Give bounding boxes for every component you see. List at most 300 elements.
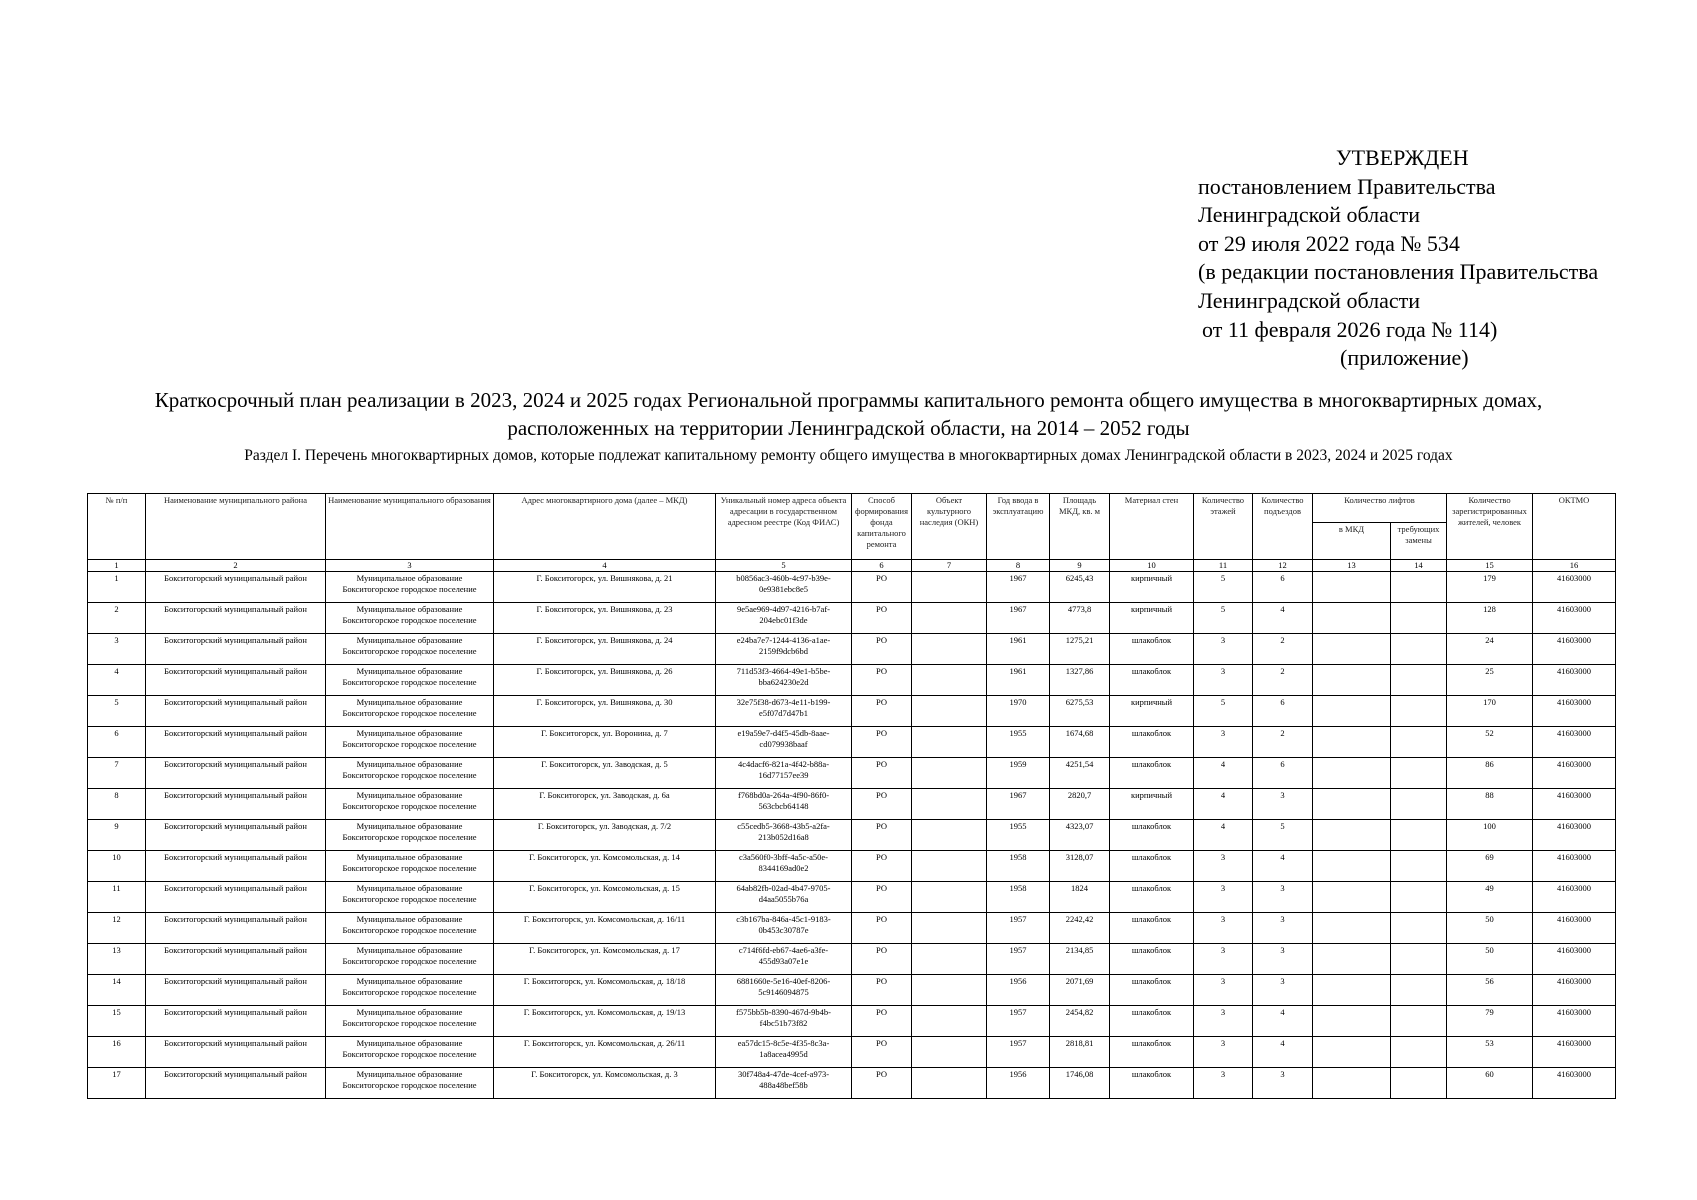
- header-num: № п/п: [88, 494, 146, 560]
- row-number: 15: [88, 1006, 146, 1037]
- oktmo-cell: 41603000: [1533, 975, 1616, 1006]
- fund-method-cell: РО: [852, 975, 912, 1006]
- wall-material-cell: кирпичный: [1110, 789, 1194, 820]
- floors-cell: 5: [1194, 696, 1253, 727]
- municipality-cell: Муниципальное образование Бокситогорское городское поселение: [326, 820, 494, 851]
- okn-cell: [912, 634, 987, 665]
- fund-method-cell: РО: [852, 820, 912, 851]
- table-row: [88, 665, 1616, 696]
- row-number: 4: [88, 665, 146, 696]
- header-district: Наименование муниципального района: [146, 494, 326, 560]
- address-cell: Г. Бокситогорск, ул. Вишнякова, д. 30: [494, 696, 716, 727]
- residents-cell: 49: [1447, 882, 1533, 913]
- area-cell: 2818,81: [1050, 1037, 1110, 1068]
- municipality-cell: Муниципальное образование Бокситогорское городское поселение: [326, 1068, 494, 1099]
- year-cell: 1967: [987, 603, 1050, 634]
- floors-cell: 3: [1194, 1037, 1253, 1068]
- entrances-cell: 2: [1253, 727, 1313, 758]
- lifts-cell: [1313, 820, 1391, 851]
- address-cell: Г. Бокситогорск, ул. Комсомольская, д. 17: [494, 944, 716, 975]
- okn-cell: [912, 975, 987, 1006]
- district-cell: Бокситогорский муниципальный район: [146, 634, 326, 665]
- header-fund: Способ формирования фонда капитального ремонта: [852, 494, 912, 560]
- residents-cell: 170: [1447, 696, 1533, 727]
- floors-cell: 3: [1194, 1068, 1253, 1099]
- lifts-cell: [1313, 603, 1391, 634]
- lifts-replace-cell: [1391, 975, 1447, 1006]
- district-cell: Бокситогорский муниципальный район: [146, 913, 326, 944]
- table-row: [88, 727, 1616, 758]
- residents-cell: 53: [1447, 1037, 1533, 1068]
- wall-material-cell: кирпичный: [1110, 603, 1194, 634]
- entrances-cell: 6: [1253, 696, 1313, 727]
- okn-cell: [912, 665, 987, 696]
- fias-code-cell: 32e75f38-d673-4e11-b199-e5f07d7d47b1: [716, 696, 852, 727]
- year-cell: 1958: [987, 882, 1050, 913]
- area-cell: 6275,53: [1050, 696, 1110, 727]
- oktmo-cell: 41603000: [1533, 944, 1616, 975]
- lifts-cell: [1313, 789, 1391, 820]
- lifts-replace-cell: [1391, 758, 1447, 789]
- floors-cell: 3: [1194, 665, 1253, 696]
- address-cell: Г. Бокситогорск, ул. Комсомольская, д. 14: [494, 851, 716, 882]
- entrances-cell: 6: [1253, 758, 1313, 789]
- row-number: 10: [88, 851, 146, 882]
- table-row: [88, 758, 1616, 789]
- entrances-cell: 4: [1253, 851, 1313, 882]
- residents-cell: 60: [1447, 1068, 1533, 1099]
- header-entrances: Количество подъездов: [1253, 494, 1313, 560]
- residents-cell: 50: [1447, 944, 1533, 975]
- residents-cell: 52: [1447, 727, 1533, 758]
- oktmo-cell: 41603000: [1533, 758, 1616, 789]
- municipality-cell: Муниципальное образование Бокситогорское городское поселение: [326, 696, 494, 727]
- lifts-replace-cell: [1391, 944, 1447, 975]
- lifts-cell: [1313, 851, 1391, 882]
- fias-code-cell: f575bb5b-8390-467d-9b4b-f4bc51b73f82: [716, 1006, 852, 1037]
- area-cell: 6245,43: [1050, 572, 1110, 603]
- lifts-replace-cell: [1391, 727, 1447, 758]
- municipality-cell: Муниципальное образование Бокситогорское городское поселение: [326, 913, 494, 944]
- residents-cell: 128: [1447, 603, 1533, 634]
- wall-material-cell: шлакоблок: [1110, 1068, 1194, 1099]
- document-title: [60, 386, 1637, 442]
- approval-block: [1198, 144, 1678, 373]
- entrances-cell: 3: [1253, 1068, 1313, 1099]
- row-number: 8: [88, 789, 146, 820]
- entrances-cell: 3: [1253, 789, 1313, 820]
- wall-material-cell: шлакоблок: [1110, 758, 1194, 789]
- header-fias: Уникальный номер адреса объекта адресации в государственном адресном реестре (Код ФИАС): [716, 494, 852, 560]
- residents-cell: 25: [1447, 665, 1533, 696]
- district-cell: Бокситогорский муниципальный район: [146, 882, 326, 913]
- year-cell: 1956: [987, 975, 1050, 1006]
- lifts-replace-cell: [1391, 572, 1447, 603]
- annex-label: (приложение): [1340, 345, 1469, 371]
- district-cell: Бокситогорский муниципальный район: [146, 851, 326, 882]
- floors-cell: 4: [1194, 820, 1253, 851]
- lifts-replace-cell: [1391, 665, 1447, 696]
- header-area: Площадь МКД, кв. м: [1050, 494, 1110, 560]
- municipality-cell: Муниципальное образование Бокситогорское городское поселение: [326, 634, 494, 665]
- table-row: [88, 913, 1616, 944]
- row-number: 9: [88, 820, 146, 851]
- wall-material-cell: шлакоблок: [1110, 820, 1194, 851]
- fund-method-cell: РО: [852, 944, 912, 975]
- fund-method-cell: РО: [852, 851, 912, 882]
- year-cell: 1957: [987, 944, 1050, 975]
- year-cell: 1955: [987, 820, 1050, 851]
- okn-cell: [912, 789, 987, 820]
- oktmo-cell: 41603000: [1533, 820, 1616, 851]
- floors-cell: 5: [1194, 572, 1253, 603]
- area-cell: 1674,68: [1050, 727, 1110, 758]
- district-cell: Бокситогорский муниципальный район: [146, 1068, 326, 1099]
- approval-stamp: УТВЕРЖДЕН: [1336, 145, 1469, 170]
- area-cell: 2134,85: [1050, 944, 1110, 975]
- row-number: 2: [88, 603, 146, 634]
- address-cell: Г. Бокситогорск, ул. Комсомольская, д. 26/11: [494, 1037, 716, 1068]
- year-cell: 1967: [987, 572, 1050, 603]
- okn-cell: [912, 696, 987, 727]
- houses-table: [87, 493, 1616, 1099]
- lifts-cell: [1313, 727, 1391, 758]
- address-cell: Г. Бокситогорск, ул. Комсомольская, д. 19/13: [494, 1006, 716, 1037]
- row-number: 3: [88, 634, 146, 665]
- fund-method-cell: РО: [852, 696, 912, 727]
- year-cell: 1959: [987, 758, 1050, 789]
- year-cell: 1957: [987, 913, 1050, 944]
- okn-cell: [912, 882, 987, 913]
- header-year: Год ввода в эксплуатацию: [987, 494, 1050, 560]
- area-cell: 1327,86: [1050, 665, 1110, 696]
- oktmo-cell: 41603000: [1533, 1037, 1616, 1068]
- district-cell: Бокситогорский муниципальный район: [146, 1037, 326, 1068]
- lifts-replace-cell: [1391, 820, 1447, 851]
- area-cell: 3128,07: [1050, 851, 1110, 882]
- entrances-cell: 3: [1253, 975, 1313, 1006]
- fund-method-cell: РО: [852, 913, 912, 944]
- lifts-cell: [1313, 1068, 1391, 1099]
- table-row: [88, 944, 1616, 975]
- oktmo-cell: 41603000: [1533, 603, 1616, 634]
- row-number: 7: [88, 758, 146, 789]
- header-floors: Количество этажей: [1194, 494, 1253, 560]
- area-cell: 2454,82: [1050, 1006, 1110, 1037]
- okn-cell: [912, 1037, 987, 1068]
- area-cell: 4773,8: [1050, 603, 1110, 634]
- entrances-cell: 4: [1253, 1037, 1313, 1068]
- lifts-cell: [1313, 1006, 1391, 1037]
- fund-method-cell: РО: [852, 603, 912, 634]
- district-cell: Бокситогорский муниципальный район: [146, 665, 326, 696]
- column-number: 4: [494, 560, 716, 572]
- entrances-cell: 2: [1253, 634, 1313, 665]
- oktmo-cell: 41603000: [1533, 1006, 1616, 1037]
- municipality-cell: Муниципальное образование Бокситогорское городское поселение: [326, 603, 494, 634]
- year-cell: 1958: [987, 851, 1050, 882]
- fund-method-cell: РО: [852, 665, 912, 696]
- municipality-cell: Муниципальное образование Бокситогорское городское поселение: [326, 882, 494, 913]
- okn-cell: [912, 727, 987, 758]
- oktmo-cell: 41603000: [1533, 882, 1616, 913]
- column-number: 9: [1050, 560, 1110, 572]
- residents-cell: 86: [1447, 758, 1533, 789]
- district-cell: Бокситогорский муниципальный район: [146, 603, 326, 634]
- fund-method-cell: РО: [852, 1068, 912, 1099]
- area-cell: 4323,07: [1050, 820, 1110, 851]
- address-cell: Г. Бокситогорск, ул. Комсомольская, д. 18/18: [494, 975, 716, 1006]
- fias-code-cell: b0856ac3-460b-4c97-b39e-0e9381ebc8e5: [716, 572, 852, 603]
- table-body: [88, 572, 1616, 1099]
- column-number: 1: [88, 560, 146, 572]
- address-cell: Г. Бокситогорск, ул. Вишнякова, д. 26: [494, 665, 716, 696]
- wall-material-cell: шлакоблок: [1110, 727, 1194, 758]
- column-number: 8: [987, 560, 1050, 572]
- fias-code-cell: c3a560f0-3bff-4a5c-a50e-8344169ad0e2: [716, 851, 852, 882]
- lifts-cell: [1313, 882, 1391, 913]
- area-cell: 1746,08: [1050, 1068, 1110, 1099]
- okn-cell: [912, 603, 987, 634]
- lifts-replace-cell: [1391, 696, 1447, 727]
- address-cell: Г. Бокситогорск, ул. Вишнякова, д. 23: [494, 603, 716, 634]
- fias-code-cell: 64ab82fb-02ad-4b47-9705-d4aa5055b76a: [716, 882, 852, 913]
- oktmo-cell: 41603000: [1533, 634, 1616, 665]
- wall-material-cell: шлакоблок: [1110, 665, 1194, 696]
- fias-code-cell: ea57dc15-8c5e-4f35-8c3a-1a8acea4995d: [716, 1037, 852, 1068]
- fund-method-cell: РО: [852, 882, 912, 913]
- okn-cell: [912, 1068, 987, 1099]
- row-number: 12: [88, 913, 146, 944]
- table-row: [88, 882, 1616, 913]
- floors-cell: 4: [1194, 758, 1253, 789]
- fund-method-cell: РО: [852, 1037, 912, 1068]
- okn-cell: [912, 913, 987, 944]
- column-number: 13: [1313, 560, 1391, 572]
- okn-cell: [912, 944, 987, 975]
- floors-cell: 3: [1194, 1006, 1253, 1037]
- okn-cell: [912, 758, 987, 789]
- lifts-replace-cell: [1391, 1037, 1447, 1068]
- residents-cell: 50: [1447, 913, 1533, 944]
- row-number: 11: [88, 882, 146, 913]
- area-cell: 4251,54: [1050, 758, 1110, 789]
- wall-material-cell: шлакоблок: [1110, 1037, 1194, 1068]
- wall-material-cell: кирпичный: [1110, 572, 1194, 603]
- lifts-cell: [1313, 758, 1391, 789]
- residents-cell: 69: [1447, 851, 1533, 882]
- wall-material-cell: кирпичный: [1110, 696, 1194, 727]
- lifts-replace-cell: [1391, 634, 1447, 665]
- lifts-cell: [1313, 572, 1391, 603]
- municipality-cell: Муниципальное образование Бокситогорское городское поселение: [326, 851, 494, 882]
- address-cell: Г. Бокситогорск, ул. Комсомольская, д. 3: [494, 1068, 716, 1099]
- table-row: [88, 1037, 1616, 1068]
- oktmo-cell: 41603000: [1533, 696, 1616, 727]
- municipality-cell: Муниципальное образование Бокситогорское городское поселение: [326, 975, 494, 1006]
- approval-line: Ленинградской области: [1198, 287, 1420, 313]
- oktmo-cell: 41603000: [1533, 1068, 1616, 1099]
- entrances-cell: 3: [1253, 882, 1313, 913]
- year-cell: 1956: [987, 1068, 1050, 1099]
- header-lifts-replace: требующих замены: [1391, 523, 1447, 560]
- oktmo-cell: 41603000: [1533, 789, 1616, 820]
- approval-line: Ленинградской области: [1198, 202, 1420, 228]
- lifts-replace-cell: [1391, 603, 1447, 634]
- oktmo-cell: 41603000: [1533, 665, 1616, 696]
- column-number: 11: [1194, 560, 1253, 572]
- table-row: [88, 603, 1616, 634]
- address-cell: Г. Бокситогорск, ул. Комсомольская, д. 15: [494, 882, 716, 913]
- address-cell: Г. Бокситогорск, ул. Заводская, д. 6а: [494, 789, 716, 820]
- year-cell: 1961: [987, 634, 1050, 665]
- fund-method-cell: РО: [852, 572, 912, 603]
- table-row: [88, 634, 1616, 665]
- address-cell: Г. Бокситогорск, ул. Воронина, д. 7: [494, 727, 716, 758]
- area-cell: 1824: [1050, 882, 1110, 913]
- year-cell: 1961: [987, 665, 1050, 696]
- fias-code-cell: 711d53f3-4664-49e1-b5be-bba624230e2d: [716, 665, 852, 696]
- fias-code-cell: f768bd0a-264a-4f90-86f0-563cbcb64148: [716, 789, 852, 820]
- row-number: 5: [88, 696, 146, 727]
- lifts-replace-cell: [1391, 882, 1447, 913]
- entrances-cell: 3: [1253, 944, 1313, 975]
- floors-cell: 3: [1194, 882, 1253, 913]
- year-cell: 1957: [987, 1006, 1050, 1037]
- wall-material-cell: шлакоблок: [1110, 913, 1194, 944]
- column-number: 16: [1533, 560, 1616, 572]
- fund-method-cell: РО: [852, 634, 912, 665]
- floors-cell: 3: [1194, 913, 1253, 944]
- municipality-cell: Муниципальное образование Бокситогорское городское поселение: [326, 665, 494, 696]
- column-number: 12: [1253, 560, 1313, 572]
- district-cell: Бокситогорский муниципальный район: [146, 944, 326, 975]
- residents-cell: 179: [1447, 572, 1533, 603]
- year-cell: 1967: [987, 789, 1050, 820]
- entrances-cell: 6: [1253, 572, 1313, 603]
- residents-cell: 24: [1447, 634, 1533, 665]
- row-number: 16: [88, 1037, 146, 1068]
- address-cell: Г. Бокситогорск, ул. Вишнякова, д. 21: [494, 572, 716, 603]
- approval-line: постановлением Правительства: [1198, 173, 1496, 199]
- header-address: Адрес многоквартирного дома (далее – МКД): [494, 494, 716, 560]
- approval-line: от 11 февраля 2026 года № 114): [1202, 316, 1498, 342]
- area-cell: 2071,69: [1050, 975, 1110, 1006]
- okn-cell: [912, 851, 987, 882]
- municipality-cell: Муниципальное образование Бокситогорское городское поселение: [326, 572, 494, 603]
- year-cell: 1957: [987, 1037, 1050, 1068]
- column-number: 10: [1110, 560, 1194, 572]
- lifts-replace-cell: [1391, 1068, 1447, 1099]
- floors-cell: 3: [1194, 851, 1253, 882]
- floors-cell: 3: [1194, 975, 1253, 1006]
- table-row: [88, 975, 1616, 1006]
- fund-method-cell: РО: [852, 789, 912, 820]
- address-cell: Г. Бокситогорск, ул. Заводская, д. 5: [494, 758, 716, 789]
- district-cell: Бокситогорский муниципальный район: [146, 975, 326, 1006]
- district-cell: Бокситогорский муниципальный район: [146, 696, 326, 727]
- address-cell: Г. Бокситогорск, ул. Вишнякова, д. 24: [494, 634, 716, 665]
- entrances-cell: 4: [1253, 1006, 1313, 1037]
- column-number: 2: [146, 560, 326, 572]
- oktmo-cell: 41603000: [1533, 851, 1616, 882]
- floors-cell: 3: [1194, 944, 1253, 975]
- floors-cell: 5: [1194, 603, 1253, 634]
- column-number: 7: [912, 560, 987, 572]
- floors-cell: 4: [1194, 789, 1253, 820]
- row-number: 13: [88, 944, 146, 975]
- row-number: 17: [88, 1068, 146, 1099]
- header-residents: Количество зарегистрированных жителей, человек: [1447, 494, 1533, 560]
- area-cell: 2820,7: [1050, 789, 1110, 820]
- row-number: 6: [88, 727, 146, 758]
- fias-code-cell: c714f6fd-eb67-4ae6-a3fe-455d93a07e1e: [716, 944, 852, 975]
- address-cell: Г. Бокситогорск, ул. Комсомольская, д. 16/11: [494, 913, 716, 944]
- header-municipality: Наименование муниципального образования: [326, 494, 494, 560]
- table-row: [88, 820, 1616, 851]
- approval-line: от 29 июля 2022 года № 534: [1198, 230, 1460, 256]
- column-number: 15: [1447, 560, 1533, 572]
- entrances-cell: 2: [1253, 665, 1313, 696]
- fund-method-cell: РО: [852, 758, 912, 789]
- district-cell: Бокситогорский муниципальный район: [146, 572, 326, 603]
- oktmo-cell: 41603000: [1533, 913, 1616, 944]
- column-number: 6: [852, 560, 912, 572]
- lifts-cell: [1313, 634, 1391, 665]
- wall-material-cell: шлакоблок: [1110, 851, 1194, 882]
- entrances-cell: 4: [1253, 603, 1313, 634]
- fias-code-cell: c3b167ba-846a-45c1-9183-0b453c30787e: [716, 913, 852, 944]
- fund-method-cell: РО: [852, 1006, 912, 1037]
- table-row: [88, 572, 1616, 603]
- header-okn: Объект культурного наследия (ОКН): [912, 494, 987, 560]
- section-heading: Раздел I. Перечень многоквартирных домов, которые подлежат капитальному ремонту общего имущества в многоквартирных домах Ленинградской области в 2023, 2024 и 2025 годах: [244, 447, 1453, 464]
- residents-cell: 88: [1447, 789, 1533, 820]
- oktmo-cell: 41603000: [1533, 727, 1616, 758]
- header-lifts-total: в МКД: [1313, 523, 1391, 560]
- table-row: [88, 851, 1616, 882]
- district-cell: Бокситогорский муниципальный район: [146, 820, 326, 851]
- oktmo-cell: 41603000: [1533, 572, 1616, 603]
- column-number: 5: [716, 560, 852, 572]
- lifts-replace-cell: [1391, 913, 1447, 944]
- table-row: [88, 1006, 1616, 1037]
- lifts-replace-cell: [1391, 789, 1447, 820]
- residents-cell: 56: [1447, 975, 1533, 1006]
- entrances-cell: 5: [1253, 820, 1313, 851]
- district-cell: Бокситогорский муниципальный район: [146, 1006, 326, 1037]
- residents-cell: 100: [1447, 820, 1533, 851]
- fias-code-cell: 4c4dacf6-821a-4f42-b88a-16d77157ee39: [716, 758, 852, 789]
- municipality-cell: Муниципальное образование Бокситогорское городское поселение: [326, 944, 494, 975]
- fias-code-cell: 6881660e-5e16-40ef-8206-5c9146094875: [716, 975, 852, 1006]
- okn-cell: [912, 820, 987, 851]
- wall-material-cell: шлакоблок: [1110, 944, 1194, 975]
- year-cell: 1970: [987, 696, 1050, 727]
- lifts-cell: [1313, 696, 1391, 727]
- okn-cell: [912, 1006, 987, 1037]
- year-cell: 1955: [987, 727, 1050, 758]
- lifts-cell: [1313, 944, 1391, 975]
- area-cell: 2242,42: [1050, 913, 1110, 944]
- fias-code-cell: c55cedb5-3668-43b5-a2fa-213b052d16a8: [716, 820, 852, 851]
- wall-material-cell: шлакоблок: [1110, 634, 1194, 665]
- municipality-cell: Муниципальное образование Бокситогорское городское поселение: [326, 727, 494, 758]
- table-row: [88, 1068, 1616, 1099]
- fias-code-cell: 30f748a4-47de-4cef-a973-488a48bef58b: [716, 1068, 852, 1099]
- municipality-cell: Муниципальное образование Бокситогорское городское поселение: [326, 1006, 494, 1037]
- column-number: 14: [1391, 560, 1447, 572]
